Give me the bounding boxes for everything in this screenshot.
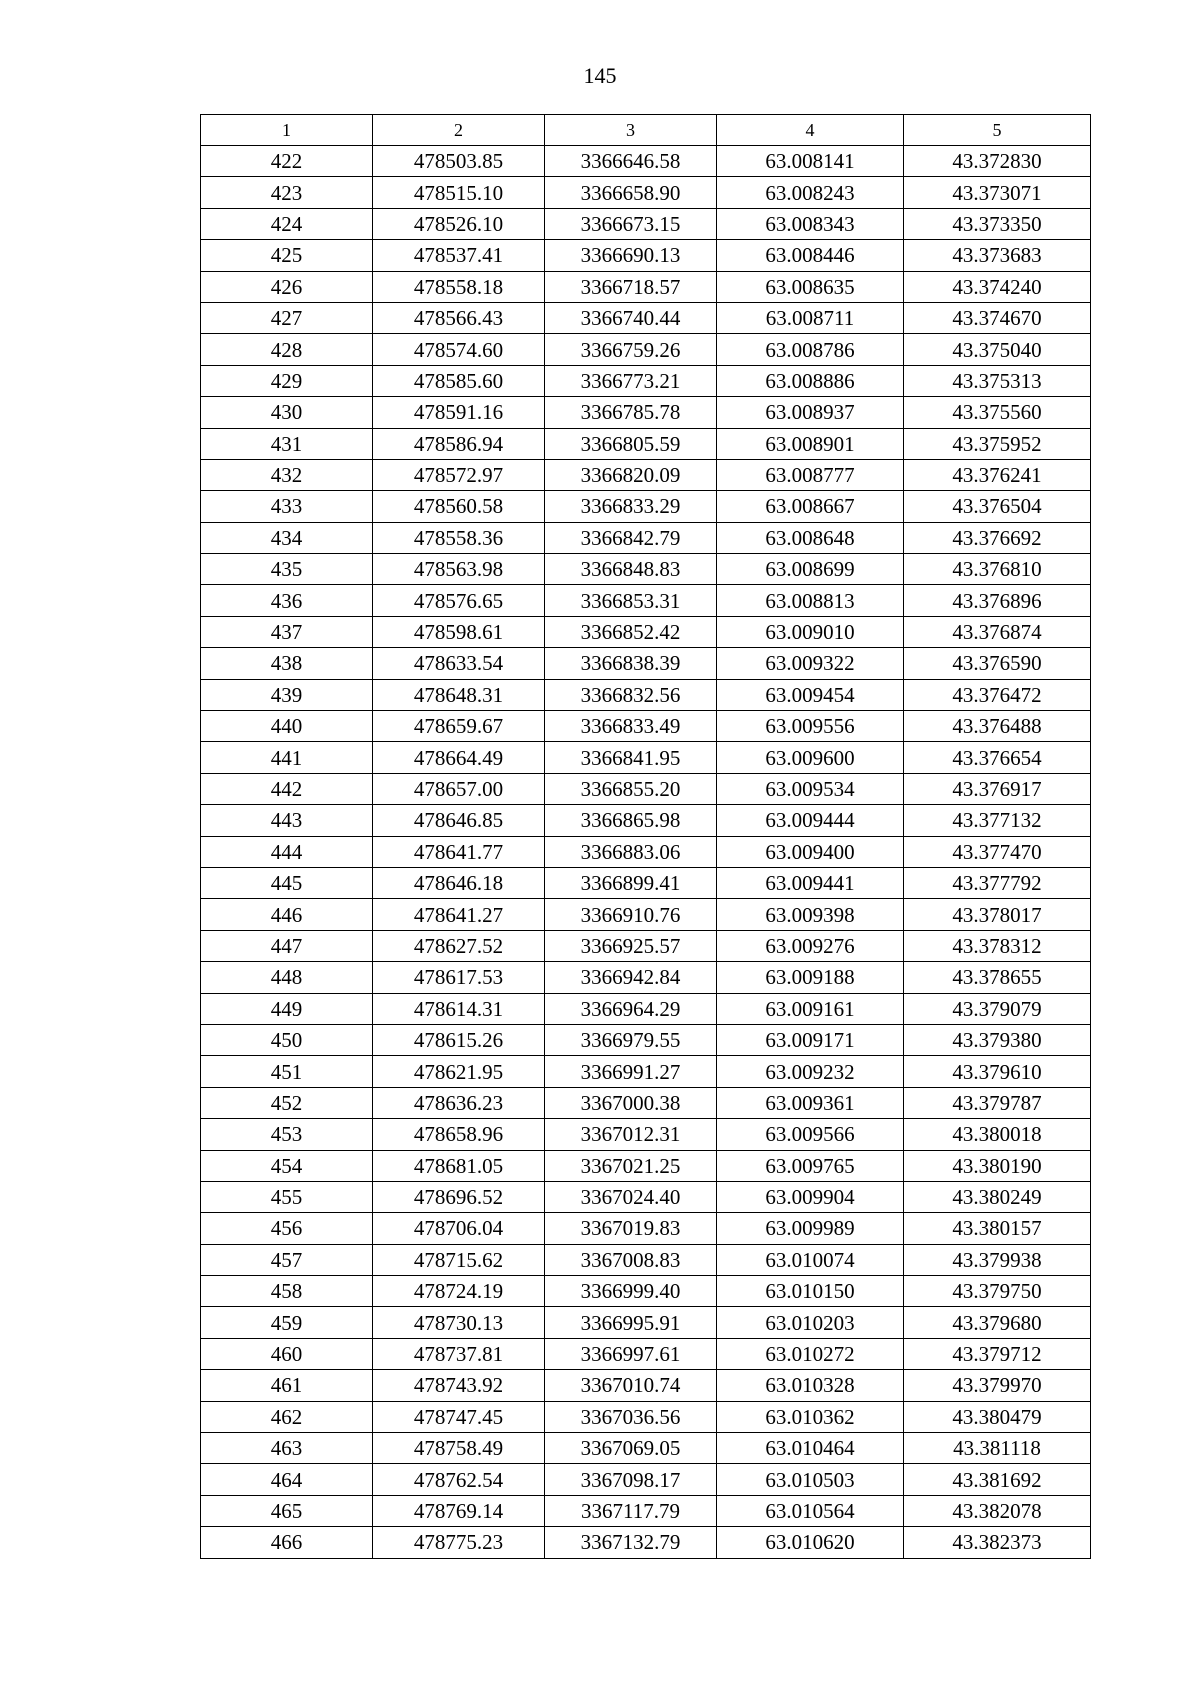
table-cell-col-2: 478657.00 <box>373 773 545 804</box>
table-cell-col-2: 478646.85 <box>373 805 545 836</box>
table-cell-col-5: 43.372830 <box>904 146 1091 177</box>
table-cell-col-4: 63.010272 <box>717 1338 904 1369</box>
table-row <box>201 1213 1091 1244</box>
table-cell-col-2: 478558.36 <box>373 522 545 553</box>
table-cell-col-1: 464 <box>201 1464 373 1495</box>
table-cell-col-5: 43.374670 <box>904 302 1091 333</box>
table-cell-col-1: 433 <box>201 491 373 522</box>
table-cell-col-1: 458 <box>201 1276 373 1307</box>
table-cell-col-4: 63.008667 <box>717 491 904 522</box>
table-cell-col-4: 63.008141 <box>717 146 904 177</box>
table-cell-col-3: 3366673.15 <box>545 208 717 239</box>
table-cell-col-2: 478658.96 <box>373 1119 545 1150</box>
table-cell-col-5: 43.375560 <box>904 397 1091 428</box>
table-row <box>201 397 1091 428</box>
table-row <box>201 1527 1091 1558</box>
table-cell-col-4: 63.008699 <box>717 554 904 585</box>
table-cell-col-5: 43.377792 <box>904 867 1091 898</box>
table-cell-col-4: 63.009441 <box>717 867 904 898</box>
page-number: 145 <box>583 63 617 88</box>
table-row <box>201 993 1091 1024</box>
table-cell-col-5: 43.375313 <box>904 365 1091 396</box>
table-row <box>201 1338 1091 1369</box>
table-cell-col-2: 478636.23 <box>373 1087 545 1118</box>
table-cell-col-2: 478614.31 <box>373 993 545 1024</box>
table-cell-col-3: 3367010.74 <box>545 1370 717 1401</box>
table-row <box>201 271 1091 302</box>
table-cell-col-1: 450 <box>201 1024 373 1055</box>
table-cell-col-1: 436 <box>201 585 373 616</box>
table-cell-col-5: 43.376472 <box>904 679 1091 710</box>
table-cell-col-1: 455 <box>201 1181 373 1212</box>
table-cell-col-5: 43.380190 <box>904 1150 1091 1181</box>
table-cell-col-1: 451 <box>201 1056 373 1087</box>
table-cell-col-1: 445 <box>201 867 373 898</box>
table-cell-col-2: 478641.77 <box>373 836 545 867</box>
table-row <box>201 1401 1091 1432</box>
table-cell-col-2: 478558.18 <box>373 271 545 302</box>
table-cell-col-5: 43.380249 <box>904 1181 1091 1212</box>
table-cell-col-1: 460 <box>201 1338 373 1369</box>
table-cell-col-4: 63.008777 <box>717 459 904 490</box>
table-cell-col-2: 478503.85 <box>373 146 545 177</box>
table-cell-col-1: 434 <box>201 522 373 553</box>
table-row <box>201 365 1091 396</box>
table-cell-col-3: 3366883.06 <box>545 836 717 867</box>
table-cell-col-1: 435 <box>201 554 373 585</box>
table-cell-col-5: 43.378655 <box>904 962 1091 993</box>
table-cell-col-2: 478572.97 <box>373 459 545 490</box>
table-cell-col-1: 437 <box>201 616 373 647</box>
table-cell-col-5: 43.375952 <box>904 428 1091 459</box>
table-row <box>201 585 1091 616</box>
table-cell-col-2: 478659.67 <box>373 711 545 742</box>
table-cell-col-2: 478633.54 <box>373 648 545 679</box>
table-cell-col-3: 3367008.83 <box>545 1244 717 1275</box>
table-row <box>201 459 1091 490</box>
table-row <box>201 930 1091 961</box>
table-row <box>201 1150 1091 1181</box>
table-cell-col-3: 3366838.39 <box>545 648 717 679</box>
table-cell-col-1: 422 <box>201 146 373 177</box>
table-cell-col-2: 478646.18 <box>373 867 545 898</box>
table-cell-col-3: 3366820.09 <box>545 459 717 490</box>
table-cell-col-3: 3366646.58 <box>545 146 717 177</box>
table-row <box>201 146 1091 177</box>
table-cell-col-1: 453 <box>201 1119 373 1150</box>
table-cell-col-5: 43.379938 <box>904 1244 1091 1275</box>
table-cell-col-4: 63.008635 <box>717 271 904 302</box>
table-cell-col-5: 43.377132 <box>904 805 1091 836</box>
table-cell-col-1: 457 <box>201 1244 373 1275</box>
table-row <box>201 1307 1091 1338</box>
table-cell-col-2: 478537.41 <box>373 240 545 271</box>
table-cell-col-4: 63.009161 <box>717 993 904 1024</box>
table-row <box>201 1119 1091 1150</box>
table-cell-col-3: 3366658.90 <box>545 177 717 208</box>
table-cell-col-5: 43.375040 <box>904 334 1091 365</box>
table-cell-col-5: 43.379079 <box>904 993 1091 1024</box>
column-header-4: 4 <box>717 115 904 146</box>
table-cell-col-5: 43.381692 <box>904 1464 1091 1495</box>
table-cell-col-3: 3366865.98 <box>545 805 717 836</box>
table-cell-col-1: 439 <box>201 679 373 710</box>
table-cell-col-5: 43.376692 <box>904 522 1091 553</box>
table-row <box>201 711 1091 742</box>
table-cell-col-3: 3366759.26 <box>545 334 717 365</box>
table-cell-col-5: 43.379712 <box>904 1338 1091 1369</box>
table-row <box>201 962 1091 993</box>
column-header-3: 3 <box>545 115 717 146</box>
table-row <box>201 491 1091 522</box>
table-row <box>201 899 1091 930</box>
table-cell-col-3: 3366991.27 <box>545 1056 717 1087</box>
table-cell-col-5: 43.379610 <box>904 1056 1091 1087</box>
table-cell-col-4: 63.009171 <box>717 1024 904 1055</box>
table-cell-col-4: 63.009566 <box>717 1119 904 1150</box>
table-cell-col-3: 3366833.29 <box>545 491 717 522</box>
table-cell-col-1: 461 <box>201 1370 373 1401</box>
table-cell-col-3: 3367019.83 <box>545 1213 717 1244</box>
table-cell-col-5: 43.376654 <box>904 742 1091 773</box>
table-cell-col-5: 43.380157 <box>904 1213 1091 1244</box>
table-cell-col-1: 442 <box>201 773 373 804</box>
table-cell-col-5: 43.378017 <box>904 899 1091 930</box>
table-cell-col-2: 478560.58 <box>373 491 545 522</box>
table-cell-col-1: 452 <box>201 1087 373 1118</box>
table-cell-col-1: 424 <box>201 208 373 239</box>
table-cell-col-3: 3366842.79 <box>545 522 717 553</box>
table-cell-col-3: 3367021.25 <box>545 1150 717 1181</box>
table-cell-col-5: 43.374240 <box>904 271 1091 302</box>
table-row <box>201 334 1091 365</box>
table-cell-col-2: 478758.49 <box>373 1433 545 1464</box>
table-cell-col-2: 478762.54 <box>373 1464 545 1495</box>
table-cell-col-3: 3366855.20 <box>545 773 717 804</box>
table-cell-col-1: 459 <box>201 1307 373 1338</box>
table-cell-col-4: 63.010074 <box>717 1244 904 1275</box>
table-cell-col-2: 478574.60 <box>373 334 545 365</box>
table-cell-col-3: 3366964.29 <box>545 993 717 1024</box>
table-cell-col-5: 43.381118 <box>904 1433 1091 1464</box>
table-cell-col-3: 3366852.42 <box>545 616 717 647</box>
table-cell-col-5: 43.380018 <box>904 1119 1091 1150</box>
table-cell-col-3: 3366690.13 <box>545 240 717 271</box>
table-row <box>201 1433 1091 1464</box>
table-cell-col-1: 441 <box>201 742 373 773</box>
table-row <box>201 522 1091 553</box>
table-row <box>201 554 1091 585</box>
table-cell-col-3: 3366832.56 <box>545 679 717 710</box>
table-cell-col-1: 423 <box>201 177 373 208</box>
table-row <box>201 428 1091 459</box>
table-cell-col-5: 43.380479 <box>904 1401 1091 1432</box>
table-body <box>201 146 1091 1559</box>
table-cell-col-5: 43.379970 <box>904 1370 1091 1401</box>
column-header-1: 1 <box>201 115 373 146</box>
table-cell-col-1: 429 <box>201 365 373 396</box>
table-cell-col-4: 63.009322 <box>717 648 904 679</box>
table-cell-col-1: 431 <box>201 428 373 459</box>
table-cell-col-5: 43.376810 <box>904 554 1091 585</box>
table-cell-col-5: 43.378312 <box>904 930 1091 961</box>
table-cell-col-4: 63.008886 <box>717 365 904 396</box>
table-cell-col-4: 63.010328 <box>717 1370 904 1401</box>
table-cell-col-2: 478706.04 <box>373 1213 545 1244</box>
table-cell-col-4: 63.008711 <box>717 302 904 333</box>
table-cell-col-3: 3367024.40 <box>545 1181 717 1212</box>
table-row <box>201 773 1091 804</box>
table-cell-col-4: 63.010150 <box>717 1276 904 1307</box>
table-cell-col-2: 478730.13 <box>373 1307 545 1338</box>
table-cell-col-3: 3366853.31 <box>545 585 717 616</box>
table-cell-col-3: 3366833.49 <box>545 711 717 742</box>
table-cell-col-2: 478585.60 <box>373 365 545 396</box>
table-cell-col-4: 63.010464 <box>717 1433 904 1464</box>
table-cell-col-2: 478563.98 <box>373 554 545 585</box>
table-cell-col-3: 3366718.57 <box>545 271 717 302</box>
table-row <box>201 616 1091 647</box>
table-cell-col-1: 432 <box>201 459 373 490</box>
table-cell-col-4: 63.010503 <box>717 1464 904 1495</box>
table-row <box>201 1024 1091 1055</box>
table-row <box>201 836 1091 867</box>
table-cell-col-2: 478664.49 <box>373 742 545 773</box>
table-cell-col-5: 43.376504 <box>904 491 1091 522</box>
table-cell-col-5: 43.382373 <box>904 1527 1091 1558</box>
table-cell-col-3: 3367117.79 <box>545 1495 717 1526</box>
table-cell-col-3: 3367036.56 <box>545 1401 717 1432</box>
table-cell-col-4: 63.010620 <box>717 1527 904 1558</box>
table-cell-col-2: 478576.65 <box>373 585 545 616</box>
table-row <box>201 1244 1091 1275</box>
table-cell-col-3: 3366740.44 <box>545 302 717 333</box>
table-cell-col-4: 63.010564 <box>717 1495 904 1526</box>
table-row <box>201 1370 1091 1401</box>
table-row <box>201 302 1091 333</box>
table-cell-col-4: 63.008648 <box>717 522 904 553</box>
table-cell-col-3: 3367069.05 <box>545 1433 717 1464</box>
table-cell-col-4: 63.009600 <box>717 742 904 773</box>
table-cell-col-1: 449 <box>201 993 373 1024</box>
table-cell-col-5: 43.373071 <box>904 177 1091 208</box>
table-cell-col-4: 63.009232 <box>717 1056 904 1087</box>
table-cell-col-1: 448 <box>201 962 373 993</box>
table-cell-col-1: 426 <box>201 271 373 302</box>
table-row <box>201 1495 1091 1526</box>
table-cell-col-2: 478621.95 <box>373 1056 545 1087</box>
table-row <box>201 805 1091 836</box>
table-cell-col-1: 463 <box>201 1433 373 1464</box>
table-cell-col-3: 3366999.40 <box>545 1276 717 1307</box>
table-cell-col-2: 478775.23 <box>373 1527 545 1558</box>
table-cell-col-4: 63.009454 <box>717 679 904 710</box>
table-cell-col-1: 465 <box>201 1495 373 1526</box>
table-cell-col-1: 425 <box>201 240 373 271</box>
table-cell-col-5: 43.382078 <box>904 1495 1091 1526</box>
table-row <box>201 1276 1091 1307</box>
table-cell-col-4: 63.008901 <box>717 428 904 459</box>
table-cell-col-2: 478617.53 <box>373 962 545 993</box>
table-cell-col-3: 3366773.21 <box>545 365 717 396</box>
table-cell-col-1: 438 <box>201 648 373 679</box>
table-cell-col-3: 3367012.31 <box>545 1119 717 1150</box>
table-row <box>201 1056 1091 1087</box>
table-cell-col-4: 63.009534 <box>717 773 904 804</box>
table-cell-col-4: 63.009276 <box>717 930 904 961</box>
table-cell-col-2: 478627.52 <box>373 930 545 961</box>
table-cell-col-2: 478696.52 <box>373 1181 545 1212</box>
table-cell-col-4: 63.009444 <box>717 805 904 836</box>
table-cell-col-1: 444 <box>201 836 373 867</box>
table-cell-col-3: 3367132.79 <box>545 1527 717 1558</box>
column-header-5: 5 <box>904 115 1091 146</box>
table-cell-col-4: 63.009400 <box>717 836 904 867</box>
table-cell-col-3: 3366997.61 <box>545 1338 717 1369</box>
table-cell-col-1: 440 <box>201 711 373 742</box>
table-row <box>201 1087 1091 1118</box>
table-cell-col-5: 43.377470 <box>904 836 1091 867</box>
table-cell-col-4: 63.009556 <box>717 711 904 742</box>
table-cell-col-3: 3366785.78 <box>545 397 717 428</box>
table-cell-col-5: 43.379787 <box>904 1087 1091 1118</box>
table-row <box>201 1464 1091 1495</box>
table-cell-col-1: 466 <box>201 1527 373 1558</box>
table-cell-col-3: 3366942.84 <box>545 962 717 993</box>
table-cell-col-5: 43.376917 <box>904 773 1091 804</box>
table-cell-col-3: 3366805.59 <box>545 428 717 459</box>
table-cell-col-2: 478724.19 <box>373 1276 545 1307</box>
table-row <box>201 177 1091 208</box>
table-cell-col-1: 454 <box>201 1150 373 1181</box>
table-row <box>201 679 1091 710</box>
table-row <box>201 208 1091 239</box>
table-cell-col-2: 478615.26 <box>373 1024 545 1055</box>
table-cell-col-4: 63.008813 <box>717 585 904 616</box>
table-cell-col-2: 478737.81 <box>373 1338 545 1369</box>
table-cell-col-3: 3366979.55 <box>545 1024 717 1055</box>
table-cell-col-4: 63.008243 <box>717 177 904 208</box>
table-cell-col-3: 3366899.41 <box>545 867 717 898</box>
table-cell-col-5: 43.376241 <box>904 459 1091 490</box>
table-cell-col-3: 3367000.38 <box>545 1087 717 1118</box>
table-cell-col-3: 3366910.76 <box>545 899 717 930</box>
table-cell-col-1: 443 <box>201 805 373 836</box>
table-cell-col-3: 3366848.83 <box>545 554 717 585</box>
table-cell-col-3: 3367098.17 <box>545 1464 717 1495</box>
table-cell-col-1: 446 <box>201 899 373 930</box>
table-cell-col-1: 447 <box>201 930 373 961</box>
table-cell-col-2: 478769.14 <box>373 1495 545 1526</box>
table-cell-col-4: 63.009904 <box>717 1181 904 1212</box>
table-cell-col-4: 63.008786 <box>717 334 904 365</box>
table-cell-col-5: 43.379380 <box>904 1024 1091 1055</box>
table-row <box>201 240 1091 271</box>
table-cell-col-4: 63.008343 <box>717 208 904 239</box>
table-cell-col-4: 63.009188 <box>717 962 904 993</box>
table-cell-col-5: 43.376874 <box>904 616 1091 647</box>
header-row <box>201 115 1091 146</box>
coordinates-table <box>200 114 1091 1559</box>
table-cell-col-4: 63.008446 <box>717 240 904 271</box>
table-header <box>201 115 1091 146</box>
table-cell-col-4: 63.009398 <box>717 899 904 930</box>
table-cell-col-4: 63.009989 <box>717 1213 904 1244</box>
table-cell-col-5: 43.379750 <box>904 1276 1091 1307</box>
table-cell-col-3: 3366995.91 <box>545 1307 717 1338</box>
table-cell-col-2: 478641.27 <box>373 899 545 930</box>
table-cell-col-1: 428 <box>201 334 373 365</box>
table-cell-col-2: 478526.10 <box>373 208 545 239</box>
table-row <box>201 648 1091 679</box>
table-cell-col-2: 478586.94 <box>373 428 545 459</box>
table-cell-col-3: 3366841.95 <box>545 742 717 773</box>
table-cell-col-4: 63.010362 <box>717 1401 904 1432</box>
table-cell-col-2: 478743.92 <box>373 1370 545 1401</box>
table-cell-col-5: 43.376896 <box>904 585 1091 616</box>
table-cell-col-1: 456 <box>201 1213 373 1244</box>
table-cell-col-1: 462 <box>201 1401 373 1432</box>
table-cell-col-2: 478715.62 <box>373 1244 545 1275</box>
table-cell-col-4: 63.010203 <box>717 1307 904 1338</box>
table-cell-col-2: 478591.16 <box>373 397 545 428</box>
table-cell-col-5: 43.376488 <box>904 711 1091 742</box>
column-header-2: 2 <box>373 115 545 146</box>
table-cell-col-1: 427 <box>201 302 373 333</box>
table-cell-col-2: 478566.43 <box>373 302 545 333</box>
table-cell-col-2: 478747.45 <box>373 1401 545 1432</box>
table-cell-col-5: 43.373350 <box>904 208 1091 239</box>
table-cell-col-5: 43.379680 <box>904 1307 1091 1338</box>
table-cell-col-4: 63.009765 <box>717 1150 904 1181</box>
table-cell-col-2: 478515.10 <box>373 177 545 208</box>
table-row <box>201 867 1091 898</box>
table-cell-col-4: 63.009010 <box>717 616 904 647</box>
table-cell-col-2: 478681.05 <box>373 1150 545 1181</box>
table-cell-col-4: 63.008937 <box>717 397 904 428</box>
table-cell-col-3: 3366925.57 <box>545 930 717 961</box>
table-cell-col-2: 478648.31 <box>373 679 545 710</box>
table-cell-col-1: 430 <box>201 397 373 428</box>
table-row <box>201 1181 1091 1212</box>
table-cell-col-5: 43.376590 <box>904 648 1091 679</box>
table-cell-col-5: 43.373683 <box>904 240 1091 271</box>
table-cell-col-4: 63.009361 <box>717 1087 904 1118</box>
table-row <box>201 742 1091 773</box>
table-cell-col-2: 478598.61 <box>373 616 545 647</box>
